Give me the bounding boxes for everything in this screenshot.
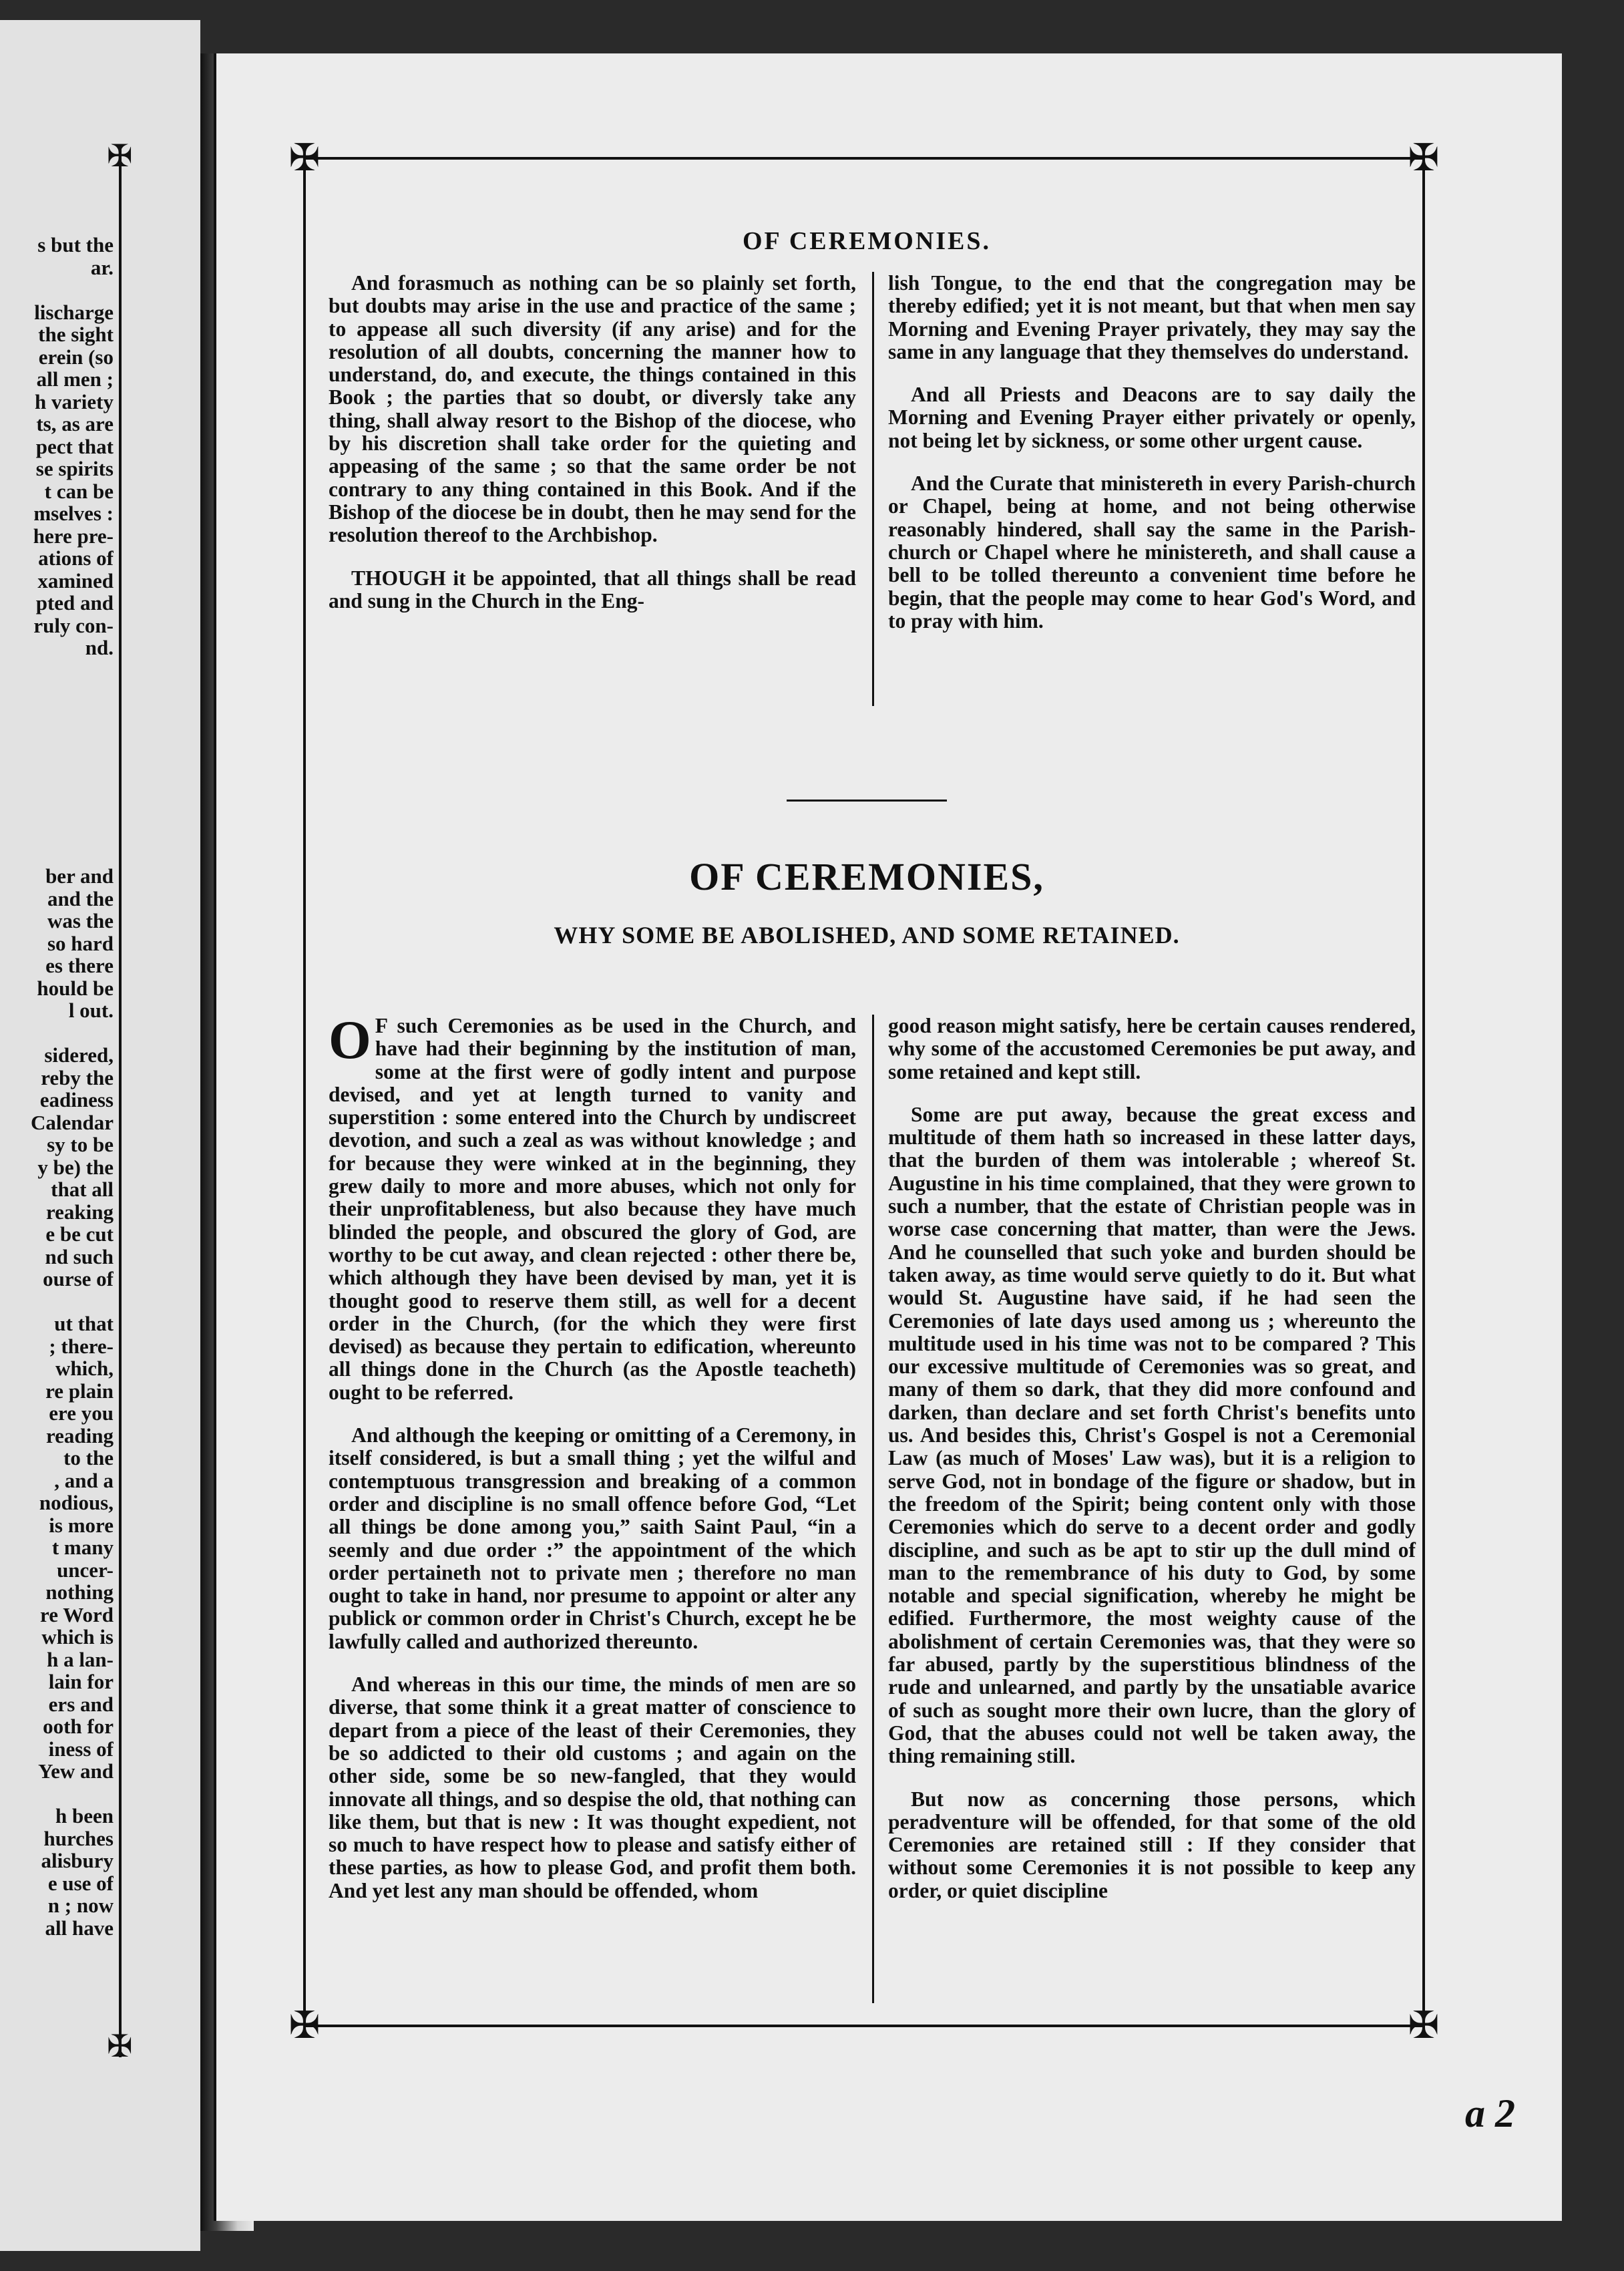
previous-page-line: se spirits <box>35 457 114 480</box>
previous-page-line: s but the <box>37 234 114 256</box>
previous-page-line: nodious, <box>39 1491 114 1514</box>
previous-page-line: hurches <box>43 1826 114 1850</box>
previous-page-line: ber and <box>45 865 114 888</box>
previous-page-line: ut that <box>54 1312 114 1335</box>
column-divider <box>872 1015 874 2003</box>
previous-page-line: uncer- <box>57 1558 114 1582</box>
previous-page-line <box>0 1290 114 1313</box>
paragraph: THOUGH it be appointed, that all things shall be read and sung in the Church in the Eng- <box>329 566 856 613</box>
previous-page-line: re Word <box>40 1602 114 1626</box>
paragraph: lish Tongue, to the end that the congregation may be thereby edified; yet it is not meant, but that when men say Morning and Evening Prayer privately, they may say the same in any language that they themselves do understand. <box>888 271 1416 363</box>
paragraph: Some are put away, because the great excess and multitude of them hath so increased in these latter days, that the burden of them was intolerable ; whereof St. Augustine in his time complained, that they were grown to such a number, that the estate of Christian people was in worse case concerning that matter, than were the Jews. And he counselled that such yoke and burden should be taken away, as time would serve quietly to do it. But what would St. Augustine have said, if he had seen the Ceremonies of late days used among us ; whereunto the multitude used in his time was not to be compared ? This our excessive multitude of Ceremonies was so great, and many of them so dark, that they did more confound and darken, than declare and set forth Christ's benefits unto us. And besides this, Christ's Gospel is not a Ceremonial Law (as much of Moses' Law was), but it is a religion to serve God, not in bondage of the figure or shadow, but in the freedom of the Spirit; being content only with those Ceremonies which do serve to a decent order and godly discipline, and such as be apt to stir up the dull mind of man to the remembrance of his duty to God, by some notable and special signification, whereby he might be edified. Furthermore, the most weighty cause of the abolishment of certain Ceremonies was, that they were so far abused, partly by the superstitious blindness of the rude and unlearned, and partly by the unsatiable avarice of such as sought more their own lucre, than the glory of God, that the abuses could not well be taken away, the thing remaining still. <box>888 1102 1416 1768</box>
page-signature: a 2 <box>1465 2091 1515 2135</box>
paragraph: But now as concerning those persons, which peradventure will be offended, for that some of the old Ceremonies are retained still : If they consider that without some Ceremonies it is not possible to keep any order, or quiet discipline <box>888 1787 1416 1902</box>
previous-page-line: that all <box>51 1178 114 1201</box>
previous-page-line: sy to be <box>47 1133 114 1156</box>
previous-page-line: n ; now <box>47 1894 114 1917</box>
previous-page-line: l out. <box>68 999 114 1022</box>
corner-ornament-icon: ✠ <box>288 2004 321 2047</box>
previous-page-line: is more <box>49 1513 114 1537</box>
previous-page-line: pect that <box>35 434 114 458</box>
previous-page-line: ; there- <box>49 1334 114 1358</box>
corner-ornament-icon: ✠ <box>1408 136 1440 180</box>
corner-ornament-icon: ✠ <box>107 2028 133 2064</box>
previous-page-line: re plain <box>45 1379 114 1403</box>
corner-ornament-icon: ✠ <box>107 138 133 174</box>
previous-page-line: e use of <box>47 1871 114 1895</box>
previous-page-line: nd. <box>85 636 114 659</box>
paragraph: And whereas in this our time, the minds of men are so diverse, that some think it a great matter of conscience to depart from a piece of the least of their Ceremonies, they be so addicted to their old customs ; and again on the other side, some be so new-fangled, that they would innovate all things, and so despise the old, that nothing can like them, but that is new : It was thought expedient, not so much to have respect how to please and satisfy either of these parties, as how to please God, and profit them both. And yet lest any man should be offended, whom <box>329 1673 856 1902</box>
previous-page-line: to the <box>63 1446 114 1469</box>
previous-page-line: hould be <box>37 976 114 1000</box>
previous-page-line: was the <box>47 909 114 932</box>
section-heading: OF CEREMONIES. <box>742 227 992 255</box>
previous-page-line: here pre- <box>33 524 114 548</box>
previous-page-line: eadiness <box>39 1088 114 1111</box>
previous-page-line: es there <box>45 954 114 977</box>
previous-page-line: which, <box>55 1357 114 1380</box>
previous-page-line: all men ; <box>36 367 114 391</box>
previous-page-line: which is <box>41 1625 114 1648</box>
previous-page-line: and the <box>47 886 114 910</box>
corner-ornament-icon: ✠ <box>1408 2004 1440 2047</box>
section-divider <box>787 800 947 802</box>
previous-page-line: ere you <box>49 1401 114 1425</box>
previous-page-line: Calendar <box>31 1110 114 1134</box>
drop-cap: O <box>329 1009 371 1070</box>
previous-page-line: reading <box>45 1423 114 1447</box>
previous-page-line: lischarge <box>34 300 114 324</box>
previous-page-line: y be) the <box>37 1155 114 1179</box>
previous-page-line: reaking <box>45 1200 114 1224</box>
previous-page-line: ourse of <box>43 1267 114 1290</box>
previous-page-line <box>0 1783 114 1805</box>
previous-page-line: , and a <box>54 1468 114 1492</box>
previous-page-line <box>0 1022 114 1045</box>
previous-page-line: nothing <box>45 1580 114 1604</box>
document-page <box>214 53 1562 2221</box>
previous-page-line: t can be <box>44 479 114 503</box>
page-subtitle: WHY SOME BE ABOLISHED, AND SOME RETAINED. <box>554 922 1180 948</box>
page-frame <box>288 136 1440 2047</box>
paragraph <box>329 1009 856 1404</box>
previous-page-line: h variety <box>35 389 114 413</box>
previous-page-line: xamined <box>37 568 114 592</box>
previous-page-line: iness of <box>48 1737 114 1761</box>
previous-page-line: lain for <box>48 1670 114 1693</box>
previous-page-line: t many <box>51 1536 114 1559</box>
previous-page-line: nd such <box>45 1244 114 1268</box>
previous-page-line: ar. <box>90 255 114 279</box>
top-right-column <box>888 272 1416 653</box>
previous-page-line: h been <box>55 1804 114 1827</box>
corner-ornament-icon: ✠ <box>288 136 321 180</box>
previous-page-text-bottom <box>0 865 114 1939</box>
paragraph: good reason might satisfy, here be certain causes rendered, why some of the accustomed Ceremonies be put away, and some retained and kept still. <box>888 1014 1416 1083</box>
top-left-column <box>329 272 856 633</box>
paragraph: And forasmuch as nothing can be so plainly set forth, but doubts may arise in the use and practice of the same ; to appease all such diversity (if any arise) and for the resolution of all doubts, concerning the manner how to understand, do, and execute, the things contained in this Book ; the parties that so doubt, or diversly take any thing, shall alway resort to the Bishop of the diocese, who by his discretion shall take order for the quieting and appeasing of the same ; so that the same order be not contrary to any thing contained in this Book. And if the Bishop of the diocese be in doubt, then he may send for the resolution thereof to the Archbishop. <box>329 271 856 547</box>
previous-page-line <box>0 279 114 301</box>
paragraph: And the Curate that ministereth in every Parish-church or Chapel, being at home, and not being otherwise reasonably hindered, shall say the same in the Parish-church or Chapel where he ministereth, and shall cause a bell to be tolled thereunto a convenient time before he begin, that the people may come to hear God's Word, and to pray with him. <box>888 472 1416 633</box>
page-title: OF CEREMONIES, <box>689 855 1044 898</box>
previous-page-line: so hard <box>47 931 114 955</box>
paragraph: And all Priests and Deacons are to say daily the Morning and Evening Prayer either privately or openly, not being let by sickness, or some other urgent cause. <box>888 383 1416 452</box>
previous-page-line: alisbury <box>41 1849 114 1872</box>
previous-page-line: the sight <box>38 323 114 346</box>
paragraph: And although the keeping or omitting of a Ceremony, in itself considered, is but a small thing ; yet the wilful and contemptuous transgression and breaking of a common order and discipline is no small offence before God, “Let all things be done among you,” saith Saint Paul, “in a seemly and due order :” the appointment of the which order pertaineth not to private men ; therefore no man ought to take in hand, nor presume to appoint or alter any publick or common order in Christ's Church, except he be lawfully called and authorized thereunto. <box>329 1423 856 1653</box>
previous-page-line: ers and <box>48 1692 114 1716</box>
previous-page-line: ruly con- <box>33 613 114 637</box>
previous-page-line: sidered, <box>44 1043 114 1067</box>
previous-page-line: reby the <box>41 1065 114 1089</box>
column-divider <box>872 272 874 706</box>
previous-page-line: ations of <box>38 546 114 570</box>
paragraph-text: F such Ceremonies as be used in the Church, and have had their beginning by the institution of man, some at the first were of godly intent and purpose devised, and yet at length turned to vanity and superstition : some entered into the Church by undiscreet devotion, and such a zeal as was without knowledge ; and for because they were winked at in the beginning, they grew daily to more and more abuses, which not only for their unprofitableness, but also because they have much blinded the people, and obscured the glory of God, are worthy to be cut away, and clean rejected : other there be, which although they have been devised by man, yet it is thought good to reserve them still, as well for a decent order in the Church, (for the which they were first devised) as because they pertain to edification, whereunto all things done in the Church (as the Apostle teacheth) ought to be referred. <box>329 1014 856 1404</box>
previous-page-line: all have <box>45 1916 114 1939</box>
previous-page-line: e be cut <box>45 1222 114 1246</box>
previous-page-text-top <box>0 234 114 659</box>
main-right-column <box>888 1015 1416 1922</box>
previous-page-line: ts, as are <box>36 412 114 435</box>
previous-page-border <box>119 147 122 2057</box>
previous-page-line: h a lan- <box>47 1647 114 1671</box>
previous-page-line: pted and <box>35 591 114 615</box>
previous-page-strip <box>0 20 200 2251</box>
previous-page-line: ooth for <box>43 1715 114 1738</box>
previous-page-line: mselves : <box>33 502 114 525</box>
previous-page-line: erein (so <box>38 345 114 369</box>
main-left-column <box>329 1009 856 1922</box>
previous-page-line: Yew and <box>38 1759 114 1783</box>
